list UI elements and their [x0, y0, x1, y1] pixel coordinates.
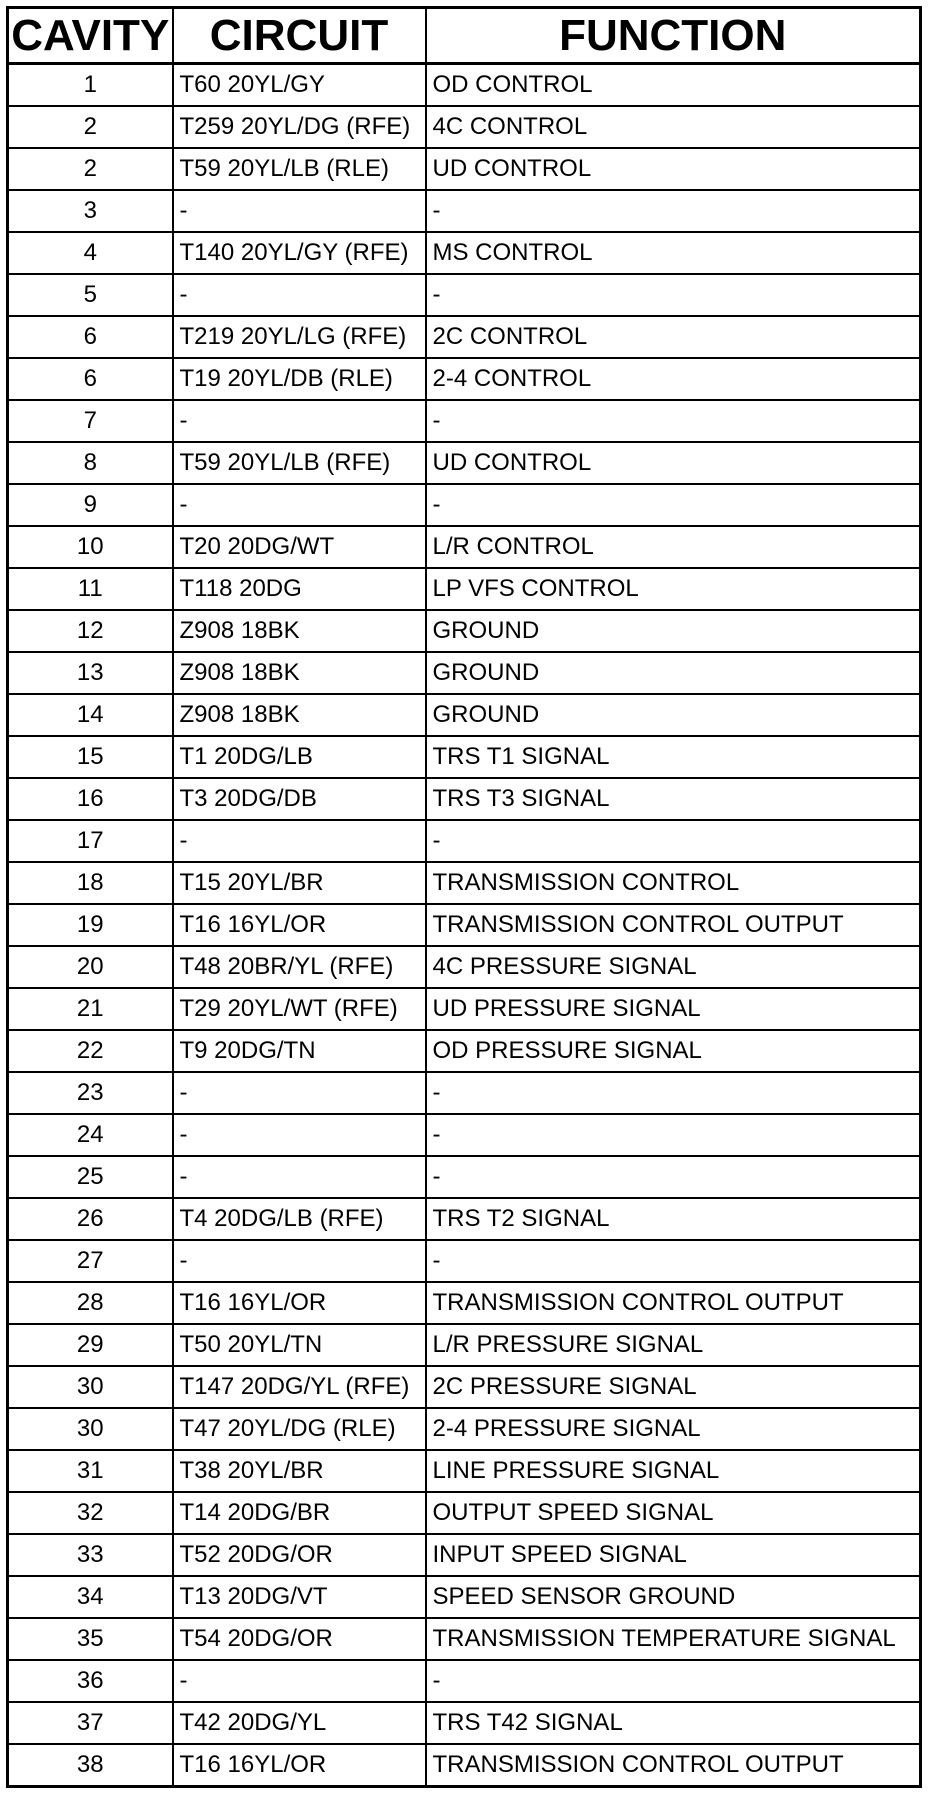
cavity-cell: 8	[8, 442, 173, 484]
cavity-cell: 15	[8, 736, 173, 778]
table-row	[8, 64, 921, 107]
cavity-cell: 38	[8, 1744, 173, 1787]
function-cell: TRANSMISSION CONTROL	[426, 862, 921, 904]
circuit-cell: T19 20YL/DB (RLE)	[173, 358, 426, 400]
function-cell: SPEED SENSOR GROUND	[426, 1576, 921, 1618]
circuit-cell: T9 20DG/TN	[173, 1030, 426, 1072]
table-row	[8, 232, 921, 274]
function-cell: 4C CONTROL	[426, 106, 921, 148]
table-row	[8, 568, 921, 610]
circuit-cell: T219 20YL/LG (RFE)	[173, 316, 426, 358]
table-row	[8, 484, 921, 526]
function-cell: GROUND	[426, 652, 921, 694]
function-cell: -	[426, 1072, 921, 1114]
cavity-cell: 22	[8, 1030, 173, 1072]
circuit-cell: T13 20DG/VT	[173, 1576, 426, 1618]
function-cell: LINE PRESSURE SIGNAL	[426, 1450, 921, 1492]
cavity-cell: 26	[8, 1198, 173, 1240]
cavity-cell: 13	[8, 652, 173, 694]
cavity-cell: 2	[8, 106, 173, 148]
circuit-cell: Z908 18BK	[173, 652, 426, 694]
circuit-cell: T1 20DG/LB	[173, 736, 426, 778]
function-cell: 2-4 CONTROL	[426, 358, 921, 400]
circuit-cell: Z908 18BK	[173, 610, 426, 652]
cavity-cell: 6	[8, 358, 173, 400]
table-row	[8, 1744, 921, 1787]
cavity-cell: 12	[8, 610, 173, 652]
circuit-cell: T54 20DG/OR	[173, 1618, 426, 1660]
circuit-cell: -	[173, 1240, 426, 1282]
cavity-cell: 17	[8, 820, 173, 862]
table-row	[8, 190, 921, 232]
connector-pinout-table	[6, 6, 922, 1788]
table-row	[8, 442, 921, 484]
circuit-cell: -	[173, 400, 426, 442]
function-cell: 4C PRESSURE SIGNAL	[426, 946, 921, 988]
table-row	[8, 1114, 921, 1156]
cavity-cell: 14	[8, 694, 173, 736]
function-cell: 2C PRESSURE SIGNAL	[426, 1366, 921, 1408]
table-row	[8, 1282, 921, 1324]
cavity-cell: 29	[8, 1324, 173, 1366]
function-cell: OUTPUT SPEED SIGNAL	[426, 1492, 921, 1534]
circuit-cell: T50 20YL/TN	[173, 1324, 426, 1366]
function-cell: -	[426, 1240, 921, 1282]
cavity-cell: 34	[8, 1576, 173, 1618]
cavity-cell: 1	[8, 64, 173, 107]
cavity-cell: 18	[8, 862, 173, 904]
function-header: FUNCTION	[426, 8, 921, 64]
table-row	[8, 1324, 921, 1366]
header-row	[8, 8, 921, 64]
function-cell: L/R CONTROL	[426, 526, 921, 568]
circuit-cell: T52 20DG/OR	[173, 1534, 426, 1576]
circuit-cell: T3 20DG/DB	[173, 778, 426, 820]
table-row	[8, 274, 921, 316]
function-cell: OD PRESSURE SIGNAL	[426, 1030, 921, 1072]
circuit-cell: -	[173, 1660, 426, 1702]
cavity-cell: 10	[8, 526, 173, 568]
circuit-cell: -	[173, 1072, 426, 1114]
table-row	[8, 1198, 921, 1240]
cavity-cell: 24	[8, 1114, 173, 1156]
function-cell: -	[426, 820, 921, 862]
table-row	[8, 148, 921, 190]
cavity-cell: 28	[8, 1282, 173, 1324]
circuit-cell: T48 20BR/YL (RFE)	[173, 946, 426, 988]
table-row	[8, 820, 921, 862]
function-cell: UD PRESSURE SIGNAL	[426, 988, 921, 1030]
circuit-cell: T4 20DG/LB (RFE)	[173, 1198, 426, 1240]
circuit-cell: T259 20YL/DG (RFE)	[173, 106, 426, 148]
function-cell: TRS T1 SIGNAL	[426, 736, 921, 778]
circuit-cell: T59 20YL/LB (RLE)	[173, 148, 426, 190]
function-cell: -	[426, 484, 921, 526]
function-cell: -	[426, 1114, 921, 1156]
circuit-header: CIRCUIT	[173, 8, 426, 64]
table-row	[8, 1240, 921, 1282]
function-cell: 2-4 PRESSURE SIGNAL	[426, 1408, 921, 1450]
function-cell: TRS T3 SIGNAL	[426, 778, 921, 820]
function-cell: LP VFS CONTROL	[426, 568, 921, 610]
table-row	[8, 1156, 921, 1198]
table-row	[8, 316, 921, 358]
function-cell: GROUND	[426, 694, 921, 736]
cavity-cell: 4	[8, 232, 173, 274]
table-row	[8, 988, 921, 1030]
cavity-cell: 7	[8, 400, 173, 442]
circuit-cell: T140 20YL/GY (RFE)	[173, 232, 426, 274]
cavity-cell: 11	[8, 568, 173, 610]
cavity-cell: 3	[8, 190, 173, 232]
cavity-cell: 9	[8, 484, 173, 526]
circuit-cell: T60 20YL/GY	[173, 64, 426, 107]
table-row	[8, 1534, 921, 1576]
cavity-cell: 27	[8, 1240, 173, 1282]
function-cell: TRANSMISSION TEMPERATURE SIGNAL	[426, 1618, 921, 1660]
function-cell: UD CONTROL	[426, 148, 921, 190]
circuit-cell: -	[173, 190, 426, 232]
cavity-cell: 21	[8, 988, 173, 1030]
table-row	[8, 610, 921, 652]
cavity-cell: 36	[8, 1660, 173, 1702]
function-cell: TRS T2 SIGNAL	[426, 1198, 921, 1240]
table-body	[8, 64, 921, 1787]
cavity-cell: 5	[8, 274, 173, 316]
function-cell: -	[426, 190, 921, 232]
function-cell: TRS T42 SIGNAL	[426, 1702, 921, 1744]
function-cell: L/R PRESSURE SIGNAL	[426, 1324, 921, 1366]
table-row	[8, 1702, 921, 1744]
cavity-cell: 25	[8, 1156, 173, 1198]
table-row	[8, 358, 921, 400]
function-cell: -	[426, 274, 921, 316]
function-cell: TRANSMISSION CONTROL OUTPUT	[426, 904, 921, 946]
circuit-cell: -	[173, 820, 426, 862]
cavity-cell: 30	[8, 1408, 173, 1450]
cavity-cell: 31	[8, 1450, 173, 1492]
table-row	[8, 106, 921, 148]
table-row	[8, 526, 921, 568]
table-row	[8, 1492, 921, 1534]
table-row	[8, 946, 921, 988]
circuit-cell: T15 20YL/BR	[173, 862, 426, 904]
circuit-cell: -	[173, 1156, 426, 1198]
function-cell: OD CONTROL	[426, 64, 921, 107]
circuit-cell: T16 16YL/OR	[173, 1282, 426, 1324]
function-cell: TRANSMISSION CONTROL OUTPUT	[426, 1282, 921, 1324]
table-row	[8, 1408, 921, 1450]
cavity-header: CAVITY	[8, 8, 173, 64]
function-cell: -	[426, 400, 921, 442]
cavity-cell: 16	[8, 778, 173, 820]
table-row	[8, 1366, 921, 1408]
function-cell: -	[426, 1660, 921, 1702]
circuit-cell: T38 20YL/BR	[173, 1450, 426, 1492]
circuit-cell: T16 16YL/OR	[173, 904, 426, 946]
table-row	[8, 652, 921, 694]
cavity-cell: 30	[8, 1366, 173, 1408]
table-row	[8, 1030, 921, 1072]
cavity-cell: 23	[8, 1072, 173, 1114]
circuit-cell: T47 20YL/DG (RLE)	[173, 1408, 426, 1450]
table-row	[8, 862, 921, 904]
function-cell: TRANSMISSION CONTROL OUTPUT	[426, 1744, 921, 1787]
function-cell: GROUND	[426, 610, 921, 652]
table-row	[8, 736, 921, 778]
table-row	[8, 1576, 921, 1618]
table-row	[8, 694, 921, 736]
cavity-cell: 19	[8, 904, 173, 946]
circuit-cell: T16 16YL/OR	[173, 1744, 426, 1787]
circuit-cell: Z908 18BK	[173, 694, 426, 736]
circuit-cell: T42 20DG/YL	[173, 1702, 426, 1744]
function-cell: MS CONTROL	[426, 232, 921, 274]
table-row	[8, 1450, 921, 1492]
cavity-cell: 37	[8, 1702, 173, 1744]
function-cell: 2C CONTROL	[426, 316, 921, 358]
table-row	[8, 778, 921, 820]
cavity-cell: 20	[8, 946, 173, 988]
function-cell: UD CONTROL	[426, 442, 921, 484]
function-cell: -	[426, 1156, 921, 1198]
circuit-cell: T14 20DG/BR	[173, 1492, 426, 1534]
circuit-cell: T59 20YL/LB (RFE)	[173, 442, 426, 484]
cavity-cell: 33	[8, 1534, 173, 1576]
circuit-cell: -	[173, 1114, 426, 1156]
circuit-cell: T147 20DG/YL (RFE)	[173, 1366, 426, 1408]
function-cell: INPUT SPEED SIGNAL	[426, 1534, 921, 1576]
circuit-cell: -	[173, 274, 426, 316]
circuit-cell: T20 20DG/WT	[173, 526, 426, 568]
cavity-cell: 35	[8, 1618, 173, 1660]
cavity-cell: 2	[8, 148, 173, 190]
table-row	[8, 904, 921, 946]
table-row	[8, 1618, 921, 1660]
table-row	[8, 1072, 921, 1114]
circuit-cell: -	[173, 484, 426, 526]
cavity-cell: 6	[8, 316, 173, 358]
cavity-cell: 32	[8, 1492, 173, 1534]
circuit-cell: T29 20YL/WT (RFE)	[173, 988, 426, 1030]
table-row	[8, 400, 921, 442]
circuit-cell: T118 20DG	[173, 568, 426, 610]
table-row	[8, 1660, 921, 1702]
